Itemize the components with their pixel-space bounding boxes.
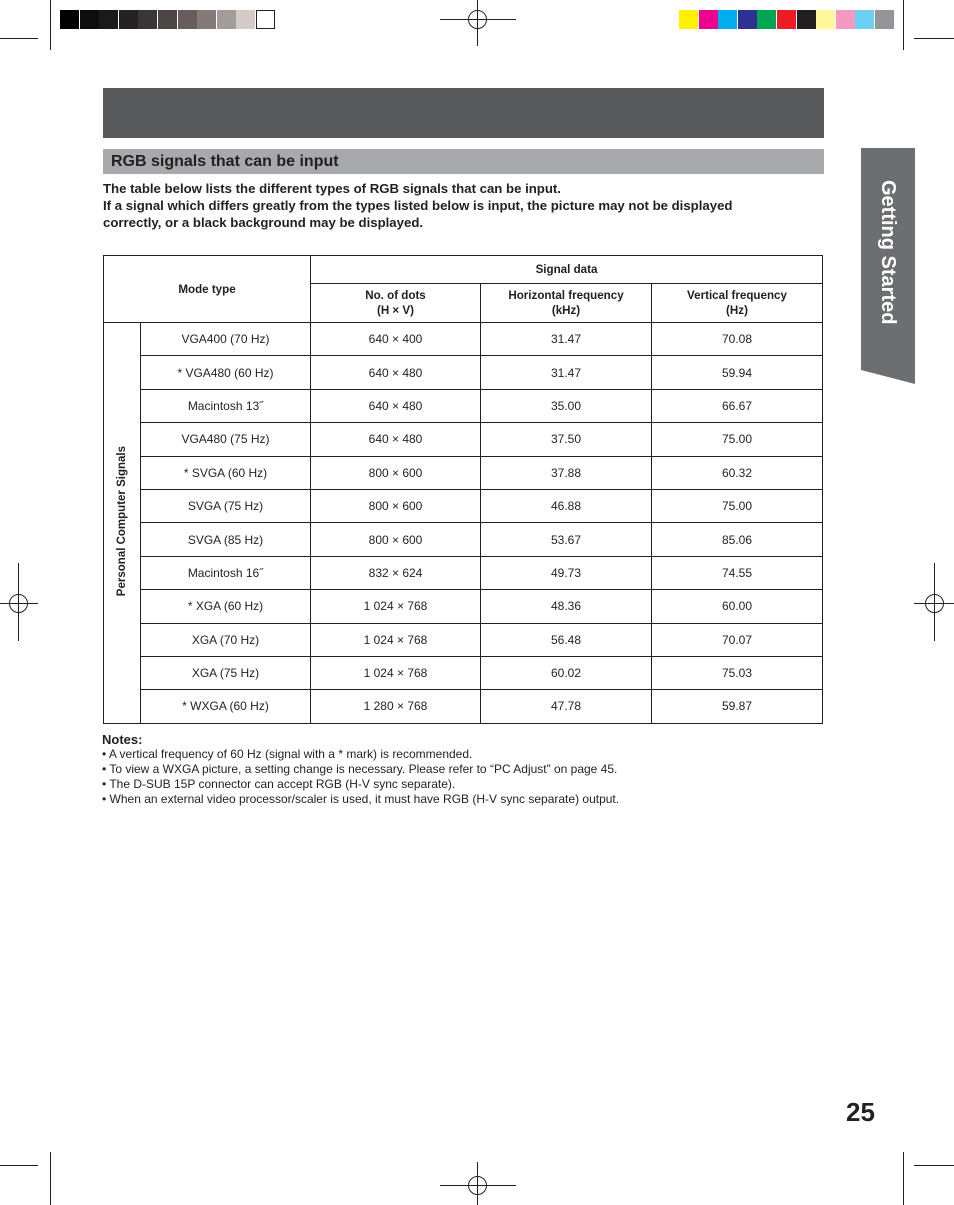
cell-vfreq: 59.94: [652, 356, 823, 389]
table-row: [104, 656, 823, 689]
cell-dots: 640 × 480: [311, 389, 481, 422]
header-no-of-dots: [311, 284, 481, 323]
section-header: [103, 149, 824, 174]
cell-hfreq: 31.47: [481, 356, 652, 389]
header-horizontal-frequency-line2: (kHz): [551, 304, 581, 317]
cell-vfreq: 75.00: [652, 423, 823, 456]
header-horizontal-frequency: [481, 284, 652, 323]
page-number: 25: [846, 1097, 875, 1127]
cell-vfreq: 75.00: [652, 489, 823, 522]
cell-mode: * SVGA (60 Hz): [141, 456, 311, 489]
cell-mode: XGA (75 Hz): [141, 656, 311, 689]
header-vertical-frequency-line2: (Hz): [726, 304, 748, 317]
grayscale-swatch: [256, 10, 275, 29]
grayscale-swatch: [158, 10, 177, 29]
grayscale-swatch: [99, 10, 118, 29]
crop-mark-top-right-v: [903, 0, 904, 50]
cell-mode: SVGA (75 Hz): [141, 489, 311, 522]
table-row: [104, 590, 823, 623]
grayscale-swatch: [60, 10, 79, 29]
cell-hfreq: 37.88: [481, 456, 652, 489]
cell-hfreq: 31.47: [481, 323, 652, 356]
color-swatch: [699, 10, 718, 29]
cell-hfreq: 48.36: [481, 590, 652, 623]
table-row: [104, 323, 823, 356]
crop-mark-bottom-right-h: [914, 1165, 954, 1166]
grayscale-swatch: [178, 10, 197, 29]
cell-vfreq: 60.00: [652, 590, 823, 623]
notes-section: [102, 732, 822, 807]
intro-text: [103, 180, 823, 231]
intro-line-1: The table below lists the different types of RGB signals that can be input.: [103, 181, 561, 196]
cell-vfreq: 59.87: [652, 690, 823, 723]
cell-dots: 800 × 600: [311, 523, 481, 556]
table-row: [104, 556, 823, 589]
note-item: • A vertical frequency of 60 Hz (signal with a * mark) is recommended.: [102, 747, 473, 761]
cell-hfreq: 46.88: [481, 489, 652, 522]
cell-vfreq: 70.07: [652, 623, 823, 656]
color-swatch: [738, 10, 757, 29]
table-row: [104, 356, 823, 389]
header-mode-type: Mode type: [104, 256, 311, 323]
header-vertical-frequency-line1: Vertical frequency: [687, 289, 787, 302]
color-swatch: [855, 10, 874, 29]
grayscale-swatch: [80, 10, 99, 29]
table-row: [104, 690, 823, 723]
grayscale-swatch: [217, 10, 236, 29]
color-swatch: [875, 10, 894, 29]
cell-dots: 1 024 × 768: [311, 590, 481, 623]
table-row: [104, 389, 823, 422]
color-swatch: [797, 10, 816, 29]
cell-hfreq: 56.48: [481, 623, 652, 656]
intro-line-3: correctly, or a black background may be displayed.: [103, 215, 424, 230]
cell-mode: * VGA480 (60 Hz): [141, 356, 311, 389]
cell-dots: 1 024 × 768: [311, 656, 481, 689]
crop-mark-bottom-right-v: [903, 1152, 904, 1205]
cell-dots: 1 280 × 768: [311, 690, 481, 723]
note-item: • The D-SUB 15P connector can accept RGB (H-V sync separate).: [102, 777, 456, 791]
header-no-of-dots-line2: (H × V): [376, 304, 415, 317]
crop-mark-bottom-left-v: [50, 1152, 51, 1205]
color-swatch: [718, 10, 737, 29]
cell-hfreq: 35.00: [481, 389, 652, 422]
rgb-signals-table: [103, 255, 823, 724]
grayscale-swatch: [119, 10, 138, 29]
table-header-row: [104, 256, 823, 284]
group-label: Personal Computer Signals: [116, 446, 128, 597]
group-label-cell: [104, 323, 141, 724]
cell-hfreq: 60.02: [481, 656, 652, 689]
color-swatch: [679, 10, 698, 29]
cell-mode: Macintosh 16˝: [141, 556, 311, 589]
note-item: • When an external video processor/scaler is used, it must have RGB (H-V sync separate) output.: [102, 792, 620, 806]
cell-dots: 800 × 600: [311, 456, 481, 489]
color-swatch: [816, 10, 835, 29]
cell-hfreq: 47.78: [481, 690, 652, 723]
table-row: [104, 489, 823, 522]
cell-vfreq: 85.06: [652, 523, 823, 556]
crop-mark-top-left-h: [0, 38, 38, 39]
header-no-of-dots-line1: No. of dots: [365, 289, 426, 302]
note-item: • To view a WXGA picture, a setting change is necessary. Please refer to “PC Adjust” on page 45.: [102, 762, 618, 776]
header-signal-data: Signal data: [311, 256, 823, 284]
cell-dots: 640 × 480: [311, 423, 481, 456]
grayscale-swatch: [197, 10, 216, 29]
header-band: [103, 88, 824, 138]
header-horizontal-frequency-line1: Horizontal frequency: [508, 289, 624, 302]
cell-vfreq: 74.55: [652, 556, 823, 589]
cell-mode: * XGA (60 Hz): [141, 590, 311, 623]
cell-dots: 640 × 400: [311, 323, 481, 356]
intro-line-2: If a signal which differs greatly from the types listed below is input, the picture may not be displayed: [103, 198, 733, 213]
table-row: [104, 523, 823, 556]
cell-dots: 640 × 480: [311, 356, 481, 389]
cell-dots: 800 × 600: [311, 489, 481, 522]
crop-mark-top-left-v: [50, 0, 51, 50]
cell-vfreq: 60.32: [652, 456, 823, 489]
cell-dots: 832 × 624: [311, 556, 481, 589]
cell-vfreq: 75.03: [652, 656, 823, 689]
grayscale-swatch: [138, 10, 157, 29]
crop-mark-top-right-h: [914, 38, 954, 39]
cell-mode: VGA400 (70 Hz): [141, 323, 311, 356]
notes-title: Notes:: [102, 732, 143, 747]
cell-mode: * WXGA (60 Hz): [141, 690, 311, 723]
cell-mode: VGA480 (75 Hz): [141, 423, 311, 456]
cell-vfreq: 66.67: [652, 389, 823, 422]
table-row: [104, 423, 823, 456]
crop-mark-bottom-left-h: [0, 1165, 38, 1166]
section-title: RGB signals that can be input: [111, 153, 339, 170]
cell-mode: Macintosh 13˝: [141, 389, 311, 422]
cell-hfreq: 49.73: [481, 556, 652, 589]
grayscale-swatch: [236, 10, 255, 29]
table-row: [104, 623, 823, 656]
table-row: [104, 456, 823, 489]
cell-mode: XGA (70 Hz): [141, 623, 311, 656]
cell-vfreq: 70.08: [652, 323, 823, 356]
color-swatch: [757, 10, 776, 29]
cell-dots: 1 024 × 768: [311, 623, 481, 656]
cell-hfreq: 53.67: [481, 523, 652, 556]
header-vertical-frequency: [652, 284, 823, 323]
cell-mode: SVGA (85 Hz): [141, 523, 311, 556]
color-swatch: [836, 10, 855, 29]
color-swatch: [777, 10, 796, 29]
side-tab-label: Getting Started: [877, 180, 899, 325]
cell-hfreq: 37.50: [481, 423, 652, 456]
